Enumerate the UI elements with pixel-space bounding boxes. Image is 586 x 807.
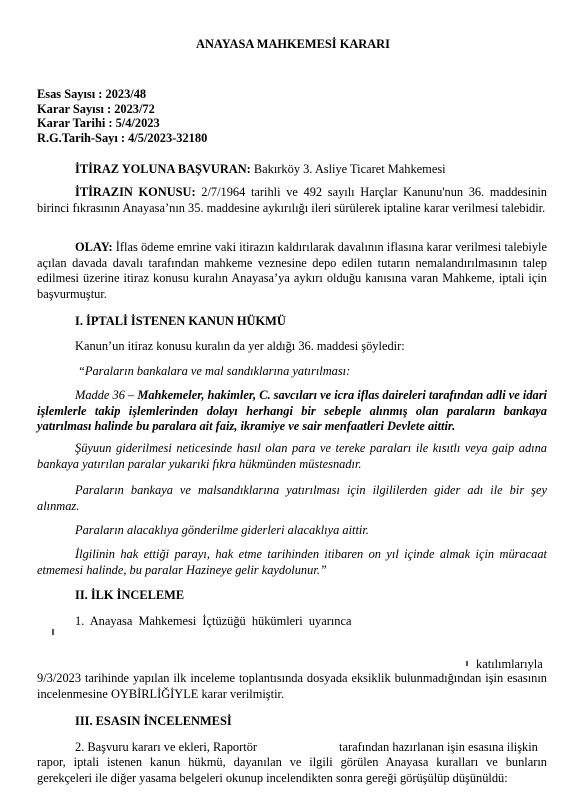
article-36-paragraph	[37, 388, 547, 435]
rg-date-number: R.G.Tarih-Sayı : 4/5/2023-32180	[37, 130, 208, 145]
subject-label: İTİRAZIN KONUSU:	[75, 185, 196, 199]
applicant-value: Bakırköy 3. Asliye Ticaret Mahkemesi	[250, 162, 446, 176]
event-paragraph	[37, 240, 547, 302]
case-metadata	[37, 87, 207, 146]
applicant-label: İTİRAZ YOLUNA BAŞVURAN:	[75, 162, 251, 176]
redaction-mark	[52, 629, 54, 635]
document-title: ANAYASA MAHKEMESİ KARARI	[196, 37, 390, 51]
section3-heading: III. ESASIN İNCELENMESİ	[75, 714, 232, 728]
esas-number: Esas Sayısı : 2023/48	[37, 87, 147, 101]
article-paragraph-3: Paraların bankaya ve malsandıklarına yatırılması için ilgililerden gider adı ile bir şey alınmaz.	[37, 483, 547, 513]
redaction-mark	[466, 661, 468, 666]
article-bold-text: Mahkemeler, hakimler, C. savcıları ve icra iflas daireleri tarafından adli ve idari işlemlerle takip işlemlerinden dolayı herhangi bir sebeple alınmış olan paraların bankaya yatırılması halinde bu paralara ait faiz, ikramiye ve sair menfaatleri Devlete aittir.	[37, 388, 547, 433]
article-paragraph-5: İlgilinin hak ettiği parayı, hak etme tarihinden itibaren on yıl içinde almak için müracaat etmemesi halinde, bu paralar Hazineye gelir kaydolunur.”	[37, 547, 547, 577]
section1-heading: I. İPTALİ İSTENEN KANUN HÜKMÜ	[75, 314, 286, 328]
section3-paragraph2-after-gap: tarafından hazırlanan işin esasına ilişkin	[339, 740, 538, 754]
section2-paragraph1-rest: 9/3/2023 tarihinde yapılan ilk inceleme toplantısında dosyada eksiklik bulunmadığından işin esasının incelenmesine OYBİRLİĞİYLE karar verilmiştir.	[37, 671, 547, 701]
subject-paragraph	[37, 185, 547, 216]
section2-paragraph1-start: 1. Anayasa Mahkemesi İçtüzüğü hükümleri uyarınca	[75, 614, 352, 628]
section2-heading: II. İLK İNCELEME	[75, 588, 185, 602]
section2-paragraph1-end-fragment: katılımlarıyla	[476, 657, 543, 671]
section3-paragraph2-rest: rapor, iptali istenen kanun hükmü, dayanılan ve ilgili görülen Anayasa kuralları ve bunların gerekçeleri ile diğer yasama belgeleri okunup incelendikten sonra gereği görüşülüp düşünüldü:	[37, 755, 547, 785]
quote-title: “Paraların bankalara ve mal sandıklarına yatırılması:	[78, 364, 351, 378]
section3-paragraph2-start: 2. Başvuru kararı ve ekleri, Raportör	[75, 740, 258, 754]
article-paragraph-4: Paraların alacaklıya gönderilme giderleri alacaklıya aittir.	[75, 523, 369, 537]
applicant-line	[75, 162, 446, 178]
event-text: İflas ödeme emrine vaki itirazın kaldırılarak davalının iflasına karar verilmesi talebiyle açılan davada davalı tarafından mahkeme veznesine depo edilen tutarın nemalandırılmasının talep edilmesi üzerine itiraz konusu kuralın Anayasa’ya aykırı olduğu kanısına varan Mahkeme, iptali için başvurmuştur.	[37, 240, 547, 301]
article-prefix: Madde 36 –	[75, 388, 138, 402]
subject-text: 2/7/1964 tarihli ve 492 sayılı Harçlar Kanunu'nun 36. maddesinin birinci fıkrasının Anayasa’nın 35. maddesine aykırılığı ileri sürülerek iptaline karar verilmesi talebidir.	[37, 185, 547, 215]
karar-date: Karar Tarihi : 5/4/2023	[37, 116, 160, 130]
event-label: OLAY:	[75, 240, 113, 254]
section1-intro: Kanun’un itiraz konusu kuralın da yer aldığı 36. maddesi şöyledir:	[75, 339, 405, 353]
article-paragraph-2: Şüyuun giderilmesi neticesinde hasıl olan para ve tereke paraları ile kısıtlı veya gaip adına bankaya yatırılan paralar yukarıki fıkra hükmünden müstesnadır.	[37, 441, 547, 471]
karar-number: Karar Sayısı : 2023/72	[37, 101, 155, 116]
